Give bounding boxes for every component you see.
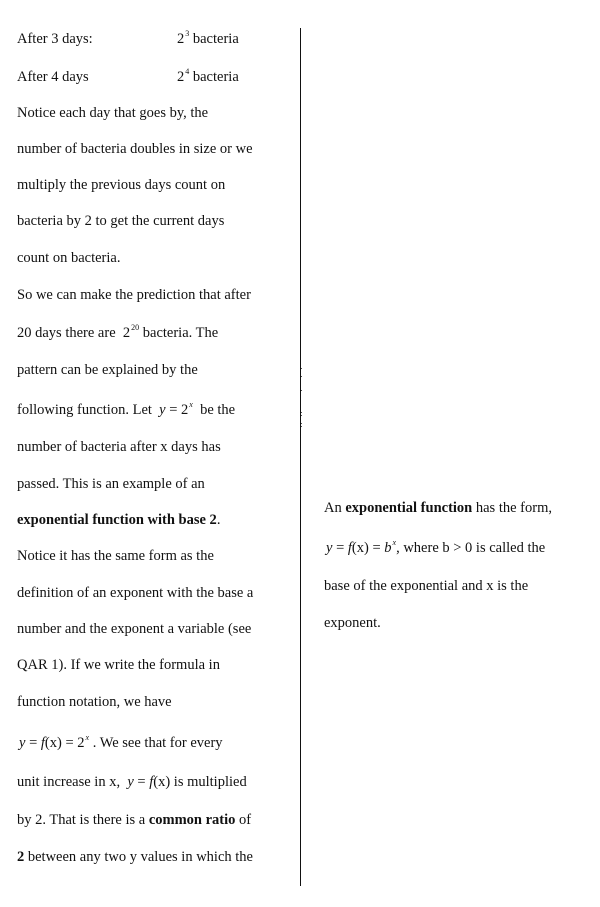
definition-line [324, 499, 552, 517]
text: by 2. That is there is a [17, 812, 146, 828]
text: . [216, 512, 221, 528]
text-line: function notation, we have [17, 694, 172, 710]
text-line-20-days [17, 324, 218, 344]
text-line: number and the exponent a variable (see [17, 621, 252, 637]
unit-increase-line [17, 773, 247, 791]
text-line: pattern can be explained by the [17, 362, 198, 378]
base: 2 [177, 69, 185, 85]
text: bacteria. The [142, 325, 219, 341]
divider-speck [301, 368, 302, 369]
divider-speck [301, 415, 302, 416]
text-line: So we can make the prediction that after [17, 287, 251, 303]
math-function: f [40, 735, 45, 751]
text-line: QAR 1). If we write the formula in [17, 657, 220, 673]
base: 2 [77, 735, 85, 751]
exponent: x [189, 400, 193, 409]
day-row [17, 67, 239, 86]
divider-speck [301, 412, 302, 413]
bold-term: exponential function with base 2 [17, 512, 217, 528]
text-line: count on bacteria. [17, 250, 121, 266]
text-line: number of bacteria after x days has [17, 439, 221, 455]
equals: = [137, 774, 146, 790]
text: 20 days there are [17, 325, 116, 341]
text: , where b > 0 is called the [396, 540, 546, 556]
common-ratio-line [17, 811, 251, 829]
exponent: x [85, 733, 90, 742]
math-variable: y [19, 735, 26, 751]
text-line-let [17, 401, 235, 421]
math-variable: y [127, 774, 134, 790]
unit: bacteria [192, 31, 239, 47]
text: be the [200, 402, 236, 418]
day-row [17, 29, 239, 48]
day-label: After 3 days: [17, 31, 93, 47]
text-line: bacteria by 2 to get the current days [17, 213, 225, 229]
equals: = [29, 735, 38, 751]
math-variable: y [159, 402, 166, 418]
bold-term: common ratio [148, 812, 236, 828]
base: b [384, 540, 392, 556]
divider-speck [301, 390, 302, 391]
bold-term: exponential function [345, 500, 473, 516]
bold-term: 2 [17, 849, 25, 865]
unit: bacteria [192, 69, 239, 85]
bacteria-count [177, 68, 239, 88]
text: . We see that for every [92, 735, 223, 751]
bold-term-line [17, 511, 220, 529]
exponent: 4 [185, 67, 190, 76]
base: 2 [181, 402, 189, 418]
text-line: multiply the previous days count on [17, 177, 226, 193]
text: has the form, [475, 500, 552, 516]
exponent: x [392, 538, 397, 547]
text: between any two y values in which the [27, 849, 253, 865]
text-line: exponent. [324, 615, 381, 631]
math-argument: (x) [153, 774, 171, 790]
text: unit increase in x, [17, 774, 121, 790]
math-variable: y [326, 540, 333, 556]
day-label: After 4 days [17, 69, 89, 85]
column-divider [300, 28, 301, 886]
divider-speck [301, 376, 302, 377]
math-function: f [149, 774, 154, 790]
text-line: passed. This is an example of an [17, 476, 205, 492]
base: 2 [177, 31, 185, 47]
text-line: definition of an exponent with the base a [17, 585, 254, 601]
text: of [239, 812, 252, 828]
text-line: Notice each day that goes by, the [17, 105, 209, 121]
base: 2 [122, 325, 131, 341]
divider-speck [301, 426, 302, 427]
math-function: f [347, 540, 352, 556]
exponent: 20 [131, 323, 140, 332]
equals: = [336, 540, 345, 556]
last-line [17, 848, 253, 866]
definition-formula-line [326, 539, 545, 559]
text-line: number of bacteria doubles in size or we [17, 141, 253, 157]
text: following function. Let [17, 402, 152, 418]
equals: = [65, 735, 74, 751]
equals: = [169, 402, 178, 418]
text: An [324, 500, 342, 516]
text-line: base of the exponential and x is the [324, 578, 529, 594]
text: is multiplied [173, 774, 247, 790]
bacteria-count [177, 30, 239, 50]
math-argument: (x) [44, 735, 62, 751]
exponent: 3 [185, 29, 190, 38]
text-line: Notice it has the same form as the [17, 548, 214, 564]
divider-speck [301, 423, 302, 424]
math-argument: (x) [351, 540, 369, 556]
function-notation-line [19, 734, 223, 754]
equals: = [372, 540, 381, 556]
